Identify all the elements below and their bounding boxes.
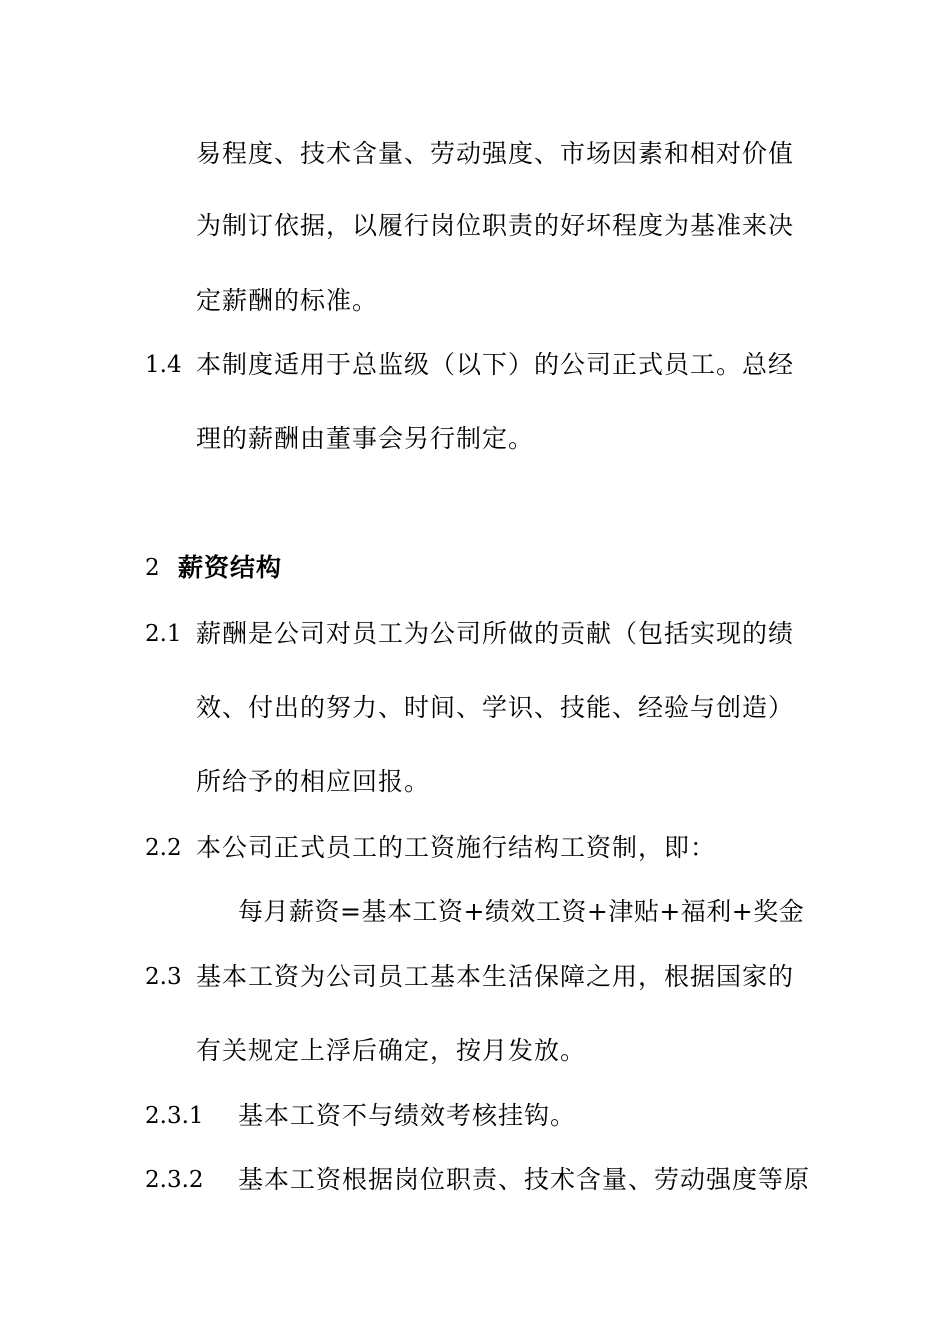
paragraph-2-1-line-2: 效、付出的努力、时间、学识、技能、经验与创造）	[196, 693, 795, 722]
section-number-2-1: 2.1	[145, 621, 182, 647]
paragraph-1-3-line-1: 易程度、技术含量、劳动强度、市场因素和相对价值	[196, 139, 795, 168]
section-number-1-4: 1.4	[145, 352, 182, 378]
paragraph-2-3-2: 基本工资根据岗位职责、技术含量、劳动强度等原	[238, 1165, 811, 1194]
salary-formula: 每月薪资=基本工资+绩效工资+津贴+福利+奖金	[238, 897, 805, 926]
paragraph-1-3-line-3: 定薪酬的标准。	[196, 286, 379, 315]
paragraph-2-1-line-1: 薪酬是公司对员工为公司所做的贡献（包括实现的绩	[196, 619, 795, 648]
section-heading-salary-structure: 薪资结构	[178, 553, 283, 582]
section-number-2-3-2: 2.3.2	[145, 1167, 204, 1193]
section-number-2-3: 2.3	[145, 964, 182, 990]
paragraph-1-4-line-1: 本制度适用于总监级（以下）的公司正式员工。总经	[196, 350, 795, 379]
paragraph-2-1-line-3: 所给予的相应回报。	[196, 767, 431, 796]
paragraph-1-4-line-2: 理的薪酬由董事会另行制定。	[196, 424, 535, 453]
paragraph-2-2-line-1: 本公司正式员工的工资施行结构工资制，即：	[196, 833, 717, 862]
section-number-2: 2	[145, 555, 160, 581]
section-number-2-2: 2.2	[145, 835, 182, 861]
paragraph-1-3-line-2: 为制订依据，以履行岗位职责的好坏程度为基准来决	[196, 211, 795, 240]
paragraph-2-3-1: 基本工资不与绩效考核挂钩。	[238, 1101, 577, 1130]
paragraph-2-3-line-1: 基本工资为公司员工基本生活保障之用，根据国家的	[196, 962, 795, 991]
paragraph-2-3-line-2: 有关规定上浮后确定，按月发放。	[196, 1036, 587, 1065]
section-number-2-3-1: 2.3.1	[145, 1103, 204, 1129]
